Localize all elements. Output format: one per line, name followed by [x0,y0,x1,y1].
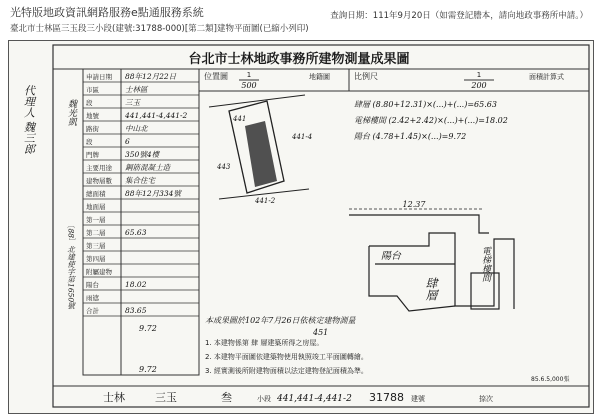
table-key: 第二層 [86,229,106,237]
survey-drawing [9,41,593,413]
sheet-title: 台北市士林地政事務所建物測量成果圖 [188,52,410,67]
room-elevator: 電梯樓間 [480,246,490,282]
dim-top: 12.37 [402,200,426,209]
table-key: 路街 [86,125,99,133]
header [0,0,600,44]
table-key: 陽台 [86,281,99,289]
room-balcony: 陽台 [381,251,401,262]
table-key: 段 [86,99,93,107]
bottom-section: 三玉 [155,391,177,404]
site-label-2: 441-4 [292,133,313,141]
table-value: 士林區 [125,85,148,94]
table-value: 18.02 [125,280,147,289]
bottom-row [103,375,569,404]
room-floor: 肆層 [424,277,438,301]
bottom-subsection: 叁 [221,391,232,404]
table-value: 83.65 [125,306,147,315]
table-key: 市區 [86,86,99,94]
table-value: 88年12月22日 [125,72,177,81]
bottom-lots: 441,441-4,441-2 [277,394,352,404]
table-key: 雨遮 [86,294,99,302]
site-label-3: 443 [217,163,231,171]
agent-side-label [22,85,36,155]
table-key: 第四層 [86,255,106,263]
table-value: 441,441-4,441-2 [125,111,188,120]
table-value: 集合住宅 [125,176,155,185]
table-key: 建物層數 [86,177,112,185]
area-calculations [354,100,508,141]
table-value: 6 [125,137,130,146]
table-value: 350號4樓 [125,150,160,159]
table-key: 第三層 [86,242,106,250]
note-3: 3. 經實測後所附建物面積以法定建物登記面積為準。 [205,367,368,375]
bottom-building-no: 31788 [369,391,404,404]
attribute-table [83,69,199,375]
bottom-district: 士林 [103,391,125,404]
table-value: 三玉 [125,98,140,107]
calc-line-1: 肆層 (8.80+12.31)×(...)+(...)=65.63 [354,100,497,109]
app-title: 光特版地政資訊網路服務e點通服務系統 [10,6,204,19]
table-key: 第一層 [86,216,106,224]
scale-left-den: 500 [241,81,257,90]
table-total-value: 9.72 [139,365,157,374]
calc-line-3: 陽台 (4.78+1.45)×(...)=9.72 [354,132,467,141]
calc-line-2: 電梯樓間 (2.42+2.42)×(...)+(...)=18.02 [354,116,508,125]
table-key: 總面積 [86,190,106,198]
note-2: 2. 本建物平面圖依建築物使用執照竣工平面圖轉繪。 [205,353,368,361]
document-id: 臺北市士林區三玉段三小段(建號:31788-000)[第二類]建物平面圖(已縮小列印) [10,24,309,34]
owner-side-name: 魏光凱 [66,99,76,126]
bottom-sheet-label: 捺次 [479,395,493,403]
table-value: 中山北 [125,124,148,133]
bottom-lot-label: 小段 [257,395,271,403]
table-key: 門牌 [86,151,99,159]
table-key: 申請日期 [86,73,112,81]
bottom-building-label: 建號 [411,395,425,403]
scale-left-label: 位置圖 [204,72,228,81]
table-key: 地面層 [86,203,106,211]
site-label-1: 441 [233,115,247,123]
scale-right-label: 比例尺 [354,72,378,81]
scale-right-unit: 面積計算式 [529,73,564,81]
table-key: 附屬建物 [86,268,112,276]
table-extra-value: 9.72 [139,324,157,333]
note-1: 1. 本建物係第 肆 層建築所得之房屋。 [205,339,324,347]
site-location-map [209,95,312,205]
table-value: 鋼筋混凝土造 [125,163,170,172]
table-key: 地號 [86,112,99,120]
query-info: 查詢日期：111年9月20日（如需登記謄本，請向地政事務所申請。） [330,11,588,21]
table-key: 主要用途 [86,164,112,172]
permit-note: 〔88〕北建使字第1650號 [66,221,76,310]
survey-notes [205,316,368,375]
table-value: 88年12月334號 [125,189,181,198]
site-label-4: 441-2 [255,197,276,205]
owner-side-label [66,99,77,126]
stamp-text: 451 [313,328,329,337]
scale-left-num: 1 [246,71,252,79]
form-code: 85.6.5,000張 [531,376,570,383]
scale-right-den: 200 [471,81,487,90]
scale-right-num: 1 [476,71,482,79]
building-survey-sheet [8,40,594,414]
table-value: 65.63 [125,228,147,237]
note-0: 本成果圖於102年7月26日依核定建物測量 [205,316,356,325]
table-key: 合計 [86,307,99,315]
scale-left-unit: 地籍圖 [309,73,330,81]
agent-name: 代理人 魏三郎 [22,85,36,155]
table-key: 段 [86,138,93,146]
